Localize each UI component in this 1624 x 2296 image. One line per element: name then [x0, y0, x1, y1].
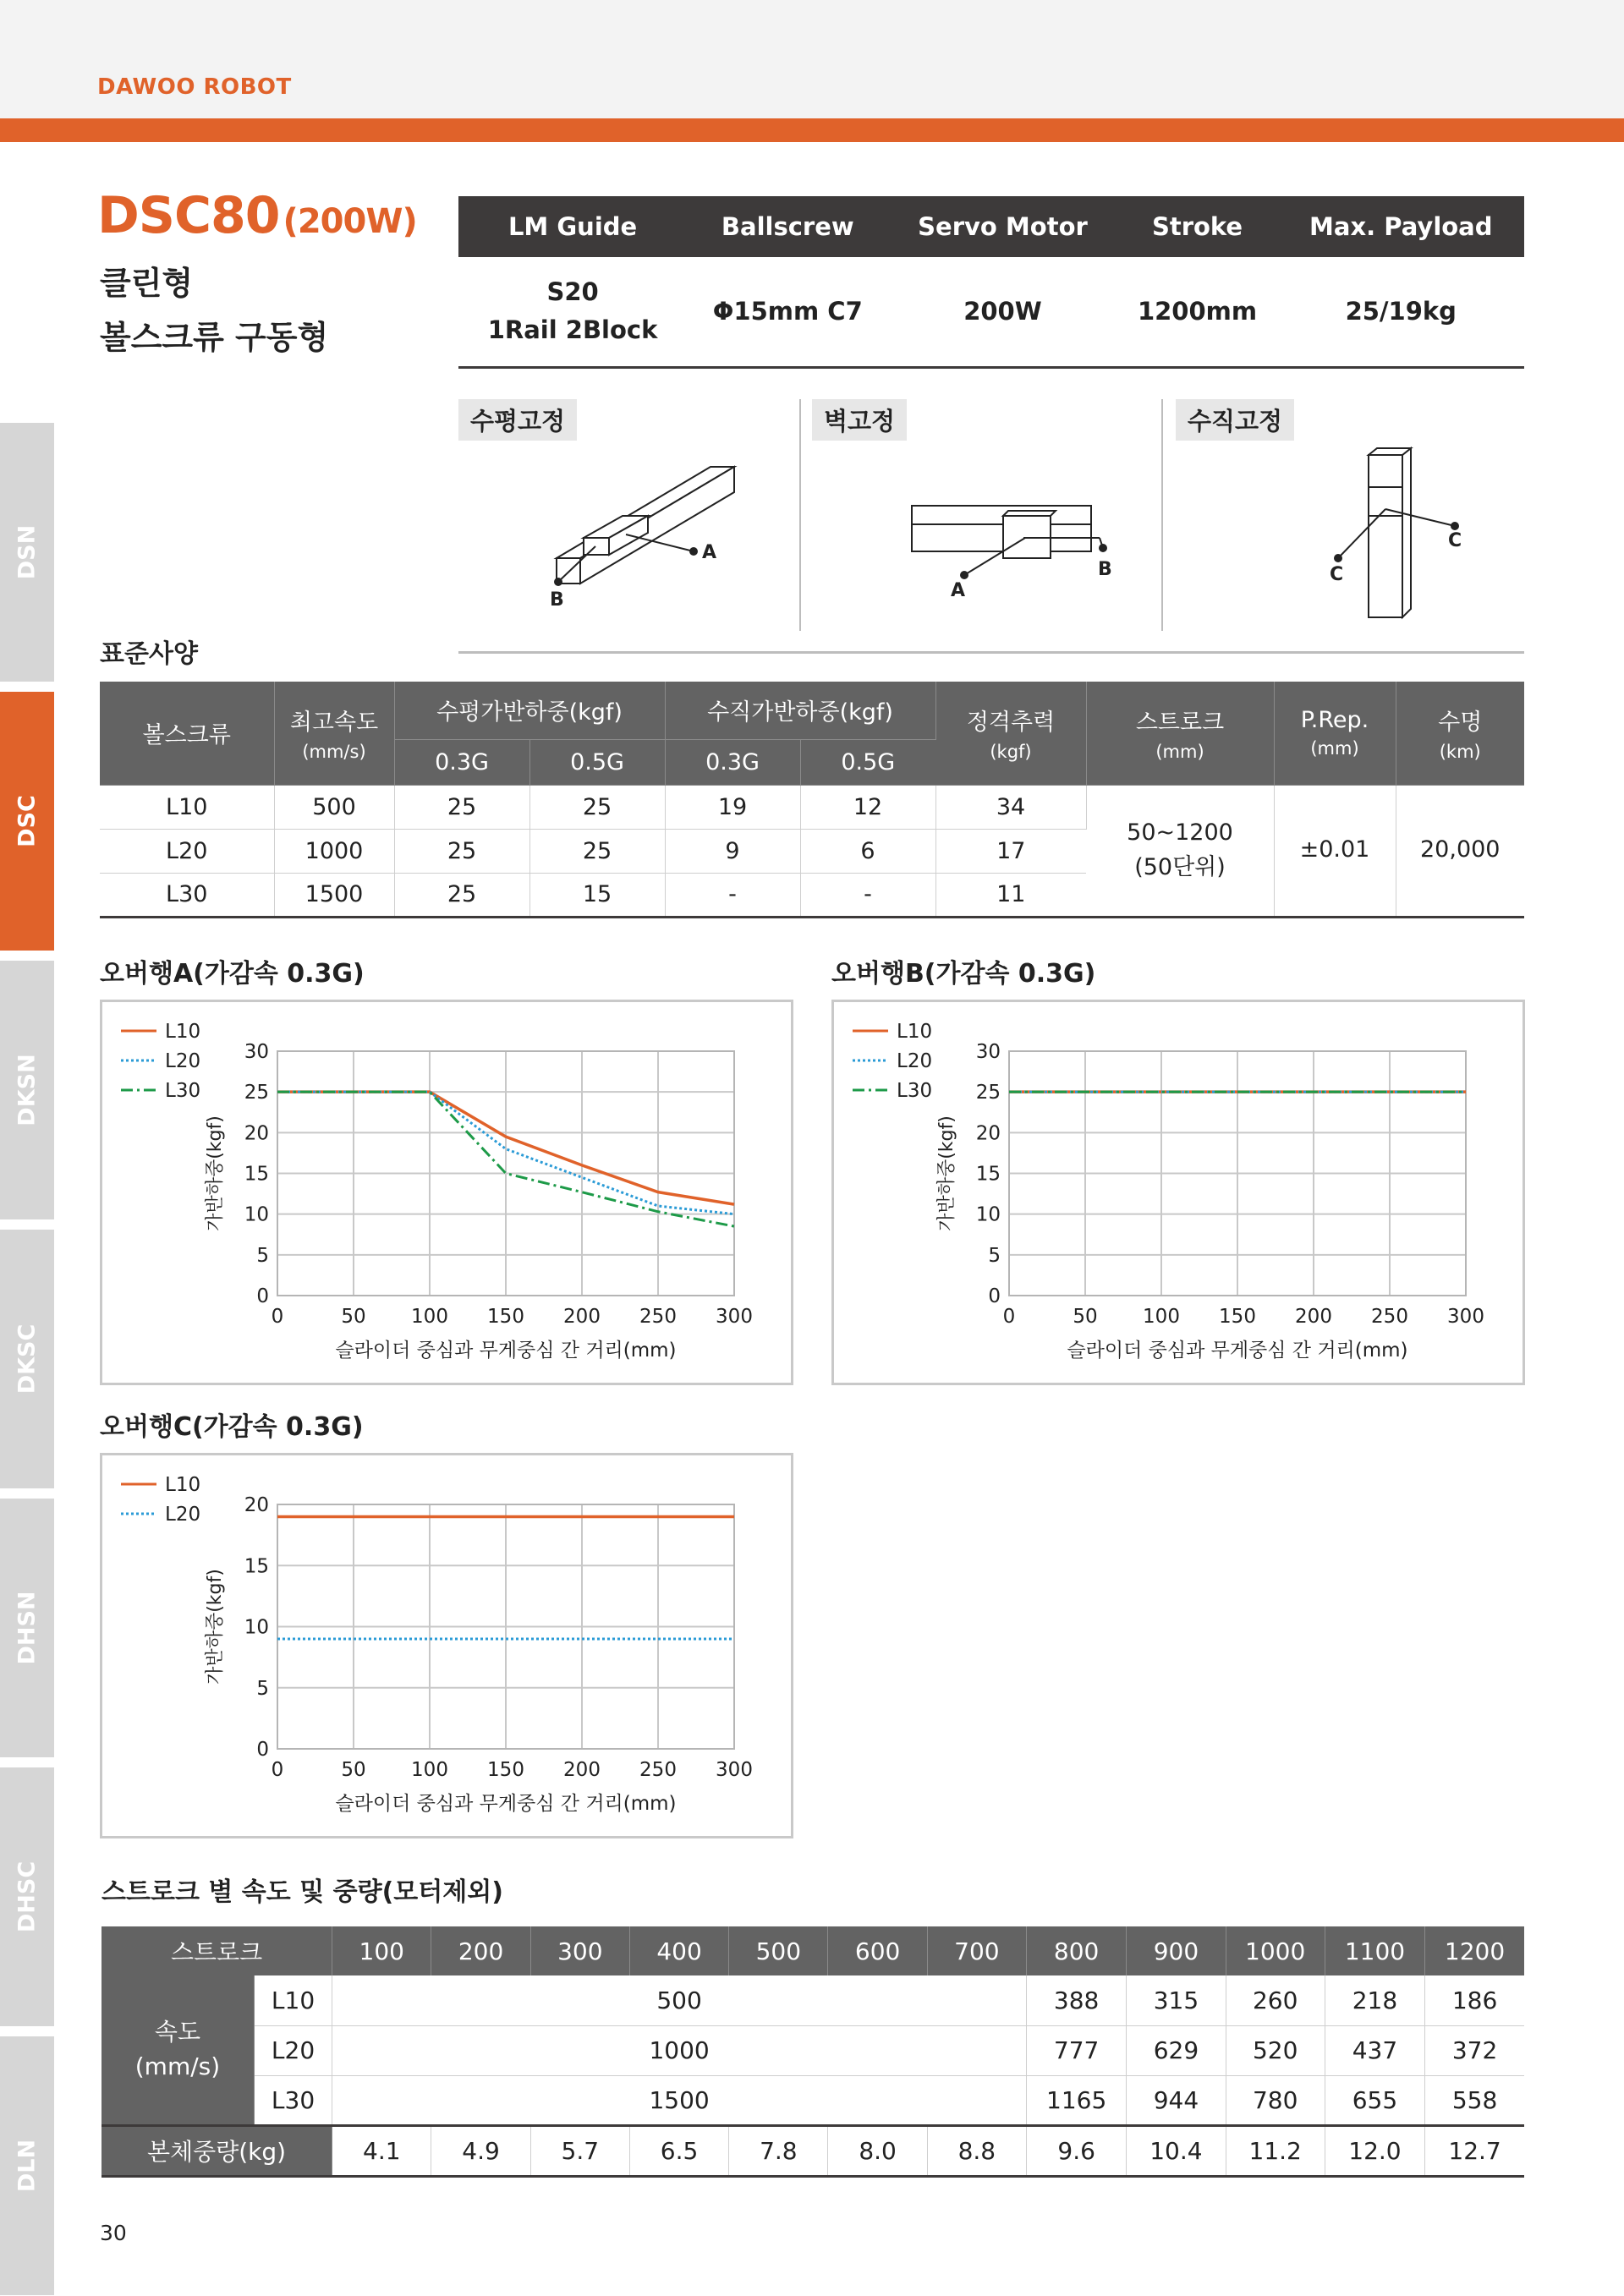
x-axis-label: 슬라이더 중심과 무게중심 간 거리(mm)	[335, 1793, 677, 1815]
x-tick-label: 200	[563, 1759, 601, 1781]
x-tick-label: 250	[1371, 1306, 1408, 1328]
legend-label-l30: L30	[897, 1080, 933, 1102]
spec-payload: 25/19kg	[1278, 257, 1524, 367]
mount-label-vertical: 수직고정	[1176, 399, 1294, 441]
brand-name: DAWOO ROBOT	[97, 74, 292, 100]
y-tick-label: 10	[244, 1616, 269, 1639]
side-tab-dksn[interactable]: DKSN	[0, 961, 54, 1219]
table-row: L20 1000 777 629 520 437 372	[102, 2025, 1524, 2075]
spec-stroke: 1200mm	[1117, 257, 1278, 367]
legend-label-l10: L10	[165, 1474, 201, 1496]
y-axis-label: 가반하중(kgf)	[936, 1115, 957, 1231]
x-tick-label: 250	[639, 1306, 677, 1328]
y-tick-label: 0	[256, 1285, 269, 1307]
x-axis-label: 슬라이더 중심과 무게중심 간 거리(mm)	[335, 1340, 677, 1362]
y-tick-label: 5	[256, 1677, 269, 1700]
y-tick-label: 5	[256, 1244, 269, 1267]
chart-svg-c	[102, 1455, 791, 1836]
mount-divider	[799, 399, 801, 631]
legend-label-l10: L10	[165, 1021, 201, 1043]
y-tick-label: 25	[975, 1082, 1001, 1104]
standard-spec-title: 표준사양	[100, 639, 198, 669]
std-header-ballscrew: 볼스크류	[100, 682, 274, 785]
x-tick-label: 50	[1073, 1306, 1098, 1328]
y-tick-label: 30	[244, 1041, 269, 1063]
speed-weight-table: 스트로크 100 200 300 400 500 600 700 800 900 1000 1100 1200 속도 (mm/s) L10 500 388 315 260 218 186 L20 1000 777 629 520 437 372 L30 1500 1165 944 780 655 558 본체중량(kg) 4.1 4.9 5.7 6.5 7.8 8.0 8.8 9.6 10.4 11.2 12.0 12.7	[102, 1926, 1524, 2178]
y-tick-label: 20	[244, 1494, 269, 1516]
horizontal-mount-diagram	[541, 457, 761, 609]
x-tick-label: 300	[716, 1306, 753, 1328]
x-tick-label: 200	[1295, 1306, 1332, 1328]
speed-row-label: 속도 (mm/s)	[102, 1975, 254, 2125]
spec-header: Max. Payload	[1278, 196, 1524, 257]
std-prep-value: ±0.01	[1274, 785, 1396, 917]
side-tab-dln[interactable]: DLN	[0, 2036, 54, 2295]
weight-row-label: 본체중량(kg)	[102, 2125, 332, 2176]
chart-svg-a	[102, 1002, 791, 1383]
std-life-value: 20,000	[1396, 785, 1524, 917]
point-label-b: B	[1098, 559, 1112, 580]
x-tick-label: 0	[271, 1306, 284, 1328]
std-header-thrust: 정격추력 (kgf)	[935, 682, 1086, 785]
x-tick-label: 150	[1219, 1306, 1256, 1328]
spec-summary-table	[458, 196, 1524, 369]
x-tick-label: 200	[563, 1306, 601, 1328]
point-label-a: A	[951, 580, 966, 600]
chart-overhang-c	[100, 1453, 793, 1838]
y-tick-label: 15	[975, 1163, 1001, 1186]
x-axis-label: 슬라이더 중심과 무게중심 간 거리(mm)	[1067, 1340, 1408, 1362]
table-row: L10 500 25 25 19 12 34 50~1200 (50단위) ±0.01 20,000	[100, 785, 1524, 829]
top-header	[0, 0, 1624, 118]
chart-title-a: 오버행A(가감속 0.3G)	[100, 959, 365, 989]
y-axis-label: 가반하중(kgf)	[205, 1569, 226, 1685]
side-tab-dksc[interactable]: DKSC	[0, 1230, 54, 1488]
table-row: 속도 (mm/s) L10 500 388 315 260 218 186	[102, 1975, 1524, 2025]
std-header-acc: 0.5G	[800, 739, 935, 785]
x-tick-label: 0	[271, 1759, 284, 1781]
spec-servo: 200W	[888, 257, 1116, 367]
std-header-horizontal: 수평가반하중(kgf)	[394, 682, 665, 739]
table-row: L30 1500 25 15 - - 11	[100, 873, 1524, 917]
x-tick-label: 50	[341, 1306, 366, 1328]
x-tick-label: 150	[487, 1759, 524, 1781]
section-divider	[458, 651, 1524, 654]
speed-weight-title: 스트로크 별 속도 및 중량(모터제외)	[102, 1877, 503, 1907]
table-row: L20 1000 25 25 9 6 17	[100, 829, 1524, 873]
spec-header: LM Guide	[458, 196, 687, 257]
subtitle-clean: 클린형	[100, 265, 194, 302]
std-header-speed: 최고속도 (mm/s)	[274, 682, 394, 785]
x-tick-label: 100	[411, 1306, 448, 1328]
mount-label-wall: 벽고정	[812, 399, 907, 441]
point-label-c: C	[1330, 564, 1344, 585]
table-row: 본체중량(kg) 4.1 4.9 5.7 6.5 7.8 8.0 8.8 9.6 10.4 11.2 12.0 12.7	[102, 2125, 1524, 2176]
legend-label-l20: L20	[165, 1050, 201, 1072]
legend-label-l20: L20	[897, 1050, 933, 1072]
std-header-acc: 0.3G	[394, 739, 529, 785]
std-header-prep: P.Rep. (mm)	[1274, 682, 1396, 785]
std-header-life: 수명 (km)	[1396, 682, 1524, 785]
model-title: DSC80 (200W)	[97, 186, 417, 245]
chart-overhang-b	[831, 1000, 1525, 1385]
spec-header: Ballscrew	[687, 196, 888, 257]
y-tick-label: 10	[244, 1203, 269, 1226]
x-tick-label: 300	[716, 1759, 753, 1781]
spec-ballscrew: Φ15mm C7	[687, 257, 888, 367]
point-label-c: C	[1448, 530, 1462, 551]
std-header-acc: 0.5G	[529, 739, 665, 785]
std-header-stroke: 스트로크 (mm)	[1086, 682, 1274, 785]
y-tick-label: 20	[975, 1122, 1001, 1145]
x-tick-label: 50	[341, 1759, 366, 1781]
side-tab-dhsc[interactable]: DHSC	[0, 1767, 54, 2026]
x-tick-label: 0	[1002, 1306, 1016, 1328]
page-number: 30	[100, 2221, 127, 2245]
x-tick-label: 250	[639, 1759, 677, 1781]
y-tick-label: 10	[975, 1203, 1001, 1226]
chart-title-b: 오버행B(가감속 0.3G)	[831, 959, 1096, 989]
y-tick-label: 5	[988, 1244, 1001, 1267]
y-axis-label: 가반하중(kgf)	[205, 1115, 226, 1231]
y-tick-label: 20	[244, 1122, 269, 1145]
x-tick-label: 100	[411, 1759, 448, 1781]
table-row: L30 1500 1165 944 780 655 558	[102, 2075, 1524, 2125]
spec-lm-guide: S20 1Rail 2Block	[458, 257, 687, 367]
y-tick-label: 15	[244, 1555, 269, 1578]
std-header-acc: 0.3G	[665, 739, 800, 785]
chart-overhang-a	[100, 1000, 793, 1385]
std-header-vertical: 수직가반하중(kgf)	[665, 682, 935, 739]
legend-label-l30: L30	[165, 1080, 201, 1102]
x-tick-label: 150	[487, 1306, 524, 1328]
standard-spec-table	[100, 682, 1524, 918]
wall-mount-diagram	[897, 490, 1133, 600]
std-stroke-value: 50~1200 (50단위)	[1086, 785, 1274, 917]
header-accent-bar	[0, 118, 1624, 142]
chart-svg-b	[834, 1002, 1522, 1383]
x-tick-label: 300	[1447, 1306, 1484, 1328]
chart-title-c: 오버행C(가감속 0.3G)	[100, 1412, 364, 1442]
legend-label-l20: L20	[165, 1504, 201, 1526]
y-tick-label: 15	[244, 1163, 269, 1186]
mount-label-horizontal: 수평고정	[458, 399, 577, 441]
side-tab-dsc[interactable]: DSC	[0, 692, 54, 951]
stroke-header-label: 스트로크	[102, 1926, 332, 1975]
mount-divider	[1161, 399, 1163, 631]
y-tick-label: 30	[975, 1041, 1001, 1063]
legend-label-l10: L10	[897, 1021, 933, 1043]
y-tick-label: 0	[988, 1285, 1001, 1307]
subtitle-ballscrew: 볼스크류 구동형	[100, 319, 329, 356]
point-label-a: A	[702, 542, 717, 563]
spec-header: Servo Motor	[888, 196, 1116, 257]
side-tab-dsn[interactable]: DSN	[0, 423, 54, 682]
side-tab-dhsn[interactable]: DHSN	[0, 1499, 54, 1757]
x-tick-label: 100	[1143, 1306, 1180, 1328]
spec-header: Stroke	[1117, 196, 1278, 257]
y-tick-label: 25	[244, 1082, 269, 1104]
vertical-mount-diagram	[1320, 440, 1472, 630]
y-tick-label: 0	[256, 1739, 269, 1761]
point-label-b: B	[550, 589, 564, 609]
